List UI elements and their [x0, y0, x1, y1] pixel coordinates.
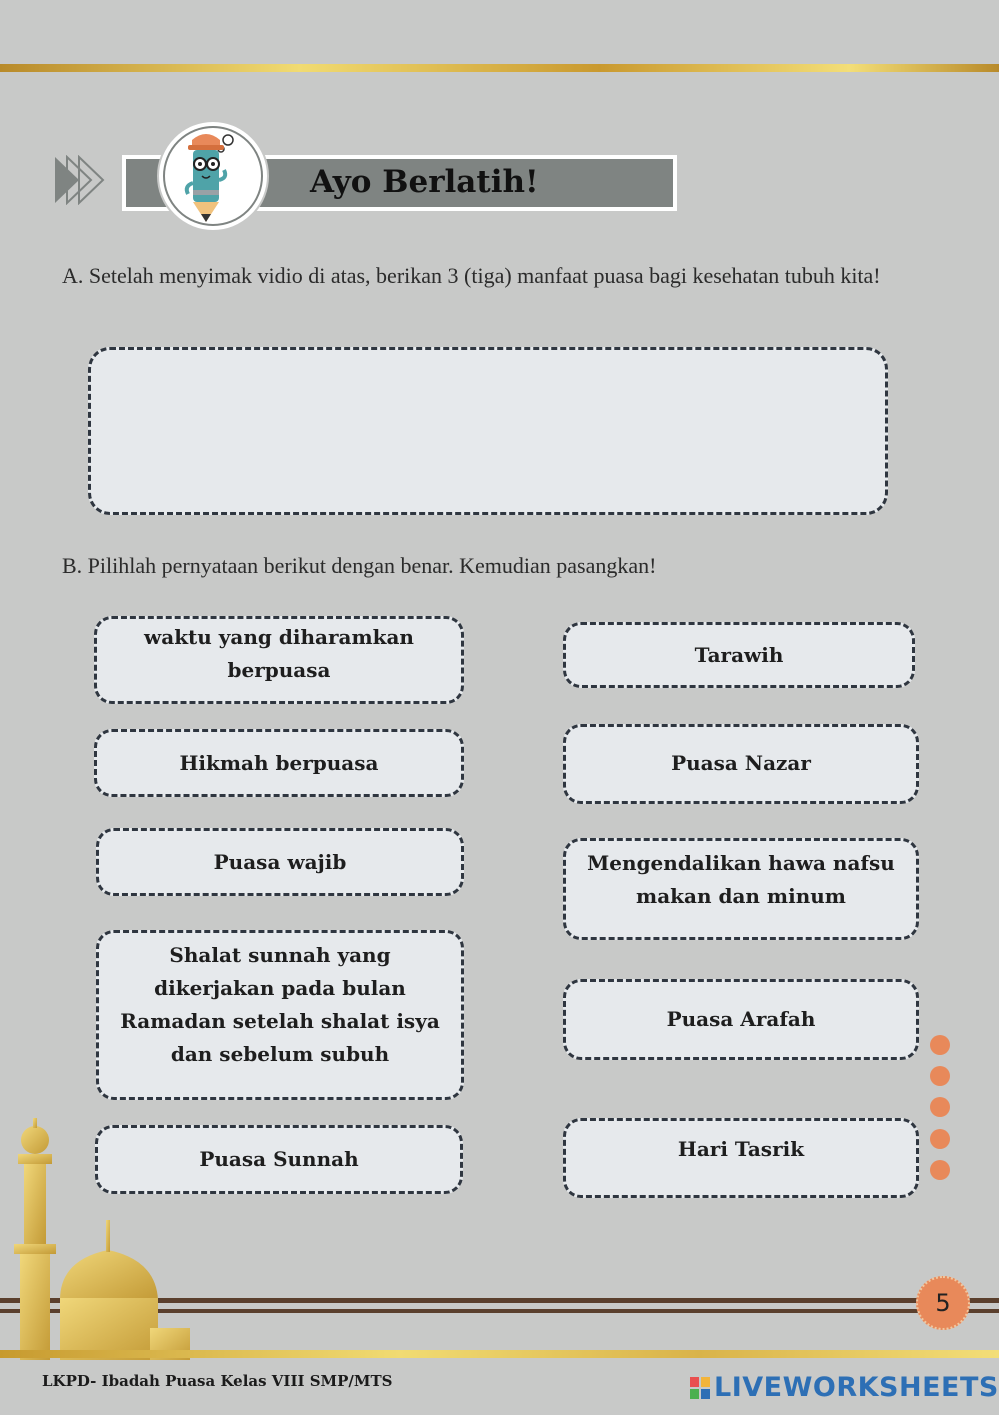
- dot-icon: [930, 1129, 950, 1149]
- dot-icon: [930, 1160, 950, 1180]
- liveworksheets-grid-icon: [690, 1377, 710, 1399]
- left-card-2[interactable]: Hikmah berpuasa: [94, 729, 464, 797]
- dot-icon: [930, 1066, 950, 1086]
- left-card-3[interactable]: Puasa wajib: [96, 828, 464, 896]
- question-a-text: A. Setelah menyimak vidio di atas, berikan 3 (tiga) manfaat puasa bagi kesehatan tubuh kita!: [62, 263, 881, 288]
- liveworksheets-logo: [690, 1372, 999, 1403]
- left-card-4[interactable]: Shalat sunnah yang dikerjakan pada bulan Ramadan setelah shalat isya dan sebelum subuh: [96, 930, 464, 1100]
- top-gold-divider: [0, 64, 999, 72]
- section-title: Ayo Berlatih!: [310, 164, 539, 200]
- dot-icon: [930, 1097, 950, 1117]
- right-card-1[interactable]: Tarawih: [563, 622, 915, 688]
- right-card-4[interactable]: Puasa Arafah: [563, 979, 919, 1060]
- footer-label: LKPD- Ibadah Puasa Kelas VIII SMP/MTS: [42, 1372, 393, 1390]
- liveworksheets-brand-text: LIVEWORKSHEETS: [714, 1372, 999, 1403]
- right-card-3[interactable]: Mengendalikan hawa nafsu makan dan minum: [563, 838, 919, 940]
- mosque-silhouette-icon: [0, 1110, 210, 1360]
- answer-text-area[interactable]: [88, 347, 888, 515]
- right-card-2[interactable]: Puasa Nazar: [563, 724, 919, 804]
- left-card-5[interactable]: Puasa Sunnah: [95, 1125, 463, 1194]
- dot-icon: [930, 1035, 950, 1055]
- double-chevron-icon: [55, 155, 115, 205]
- left-card-1[interactable]: waktu yang diharamkan berpuasa: [94, 616, 464, 704]
- question-b-text: B. Pilihlah pernyataan berikut dengan benar. Kemudian pasangkan!: [62, 553, 657, 578]
- pencil-mascot-icon: [176, 128, 246, 224]
- page-number-badge: 5: [916, 1276, 970, 1330]
- right-card-5[interactable]: Hari Tasrik: [563, 1118, 919, 1198]
- bottom-gold-divider: [0, 1350, 999, 1358]
